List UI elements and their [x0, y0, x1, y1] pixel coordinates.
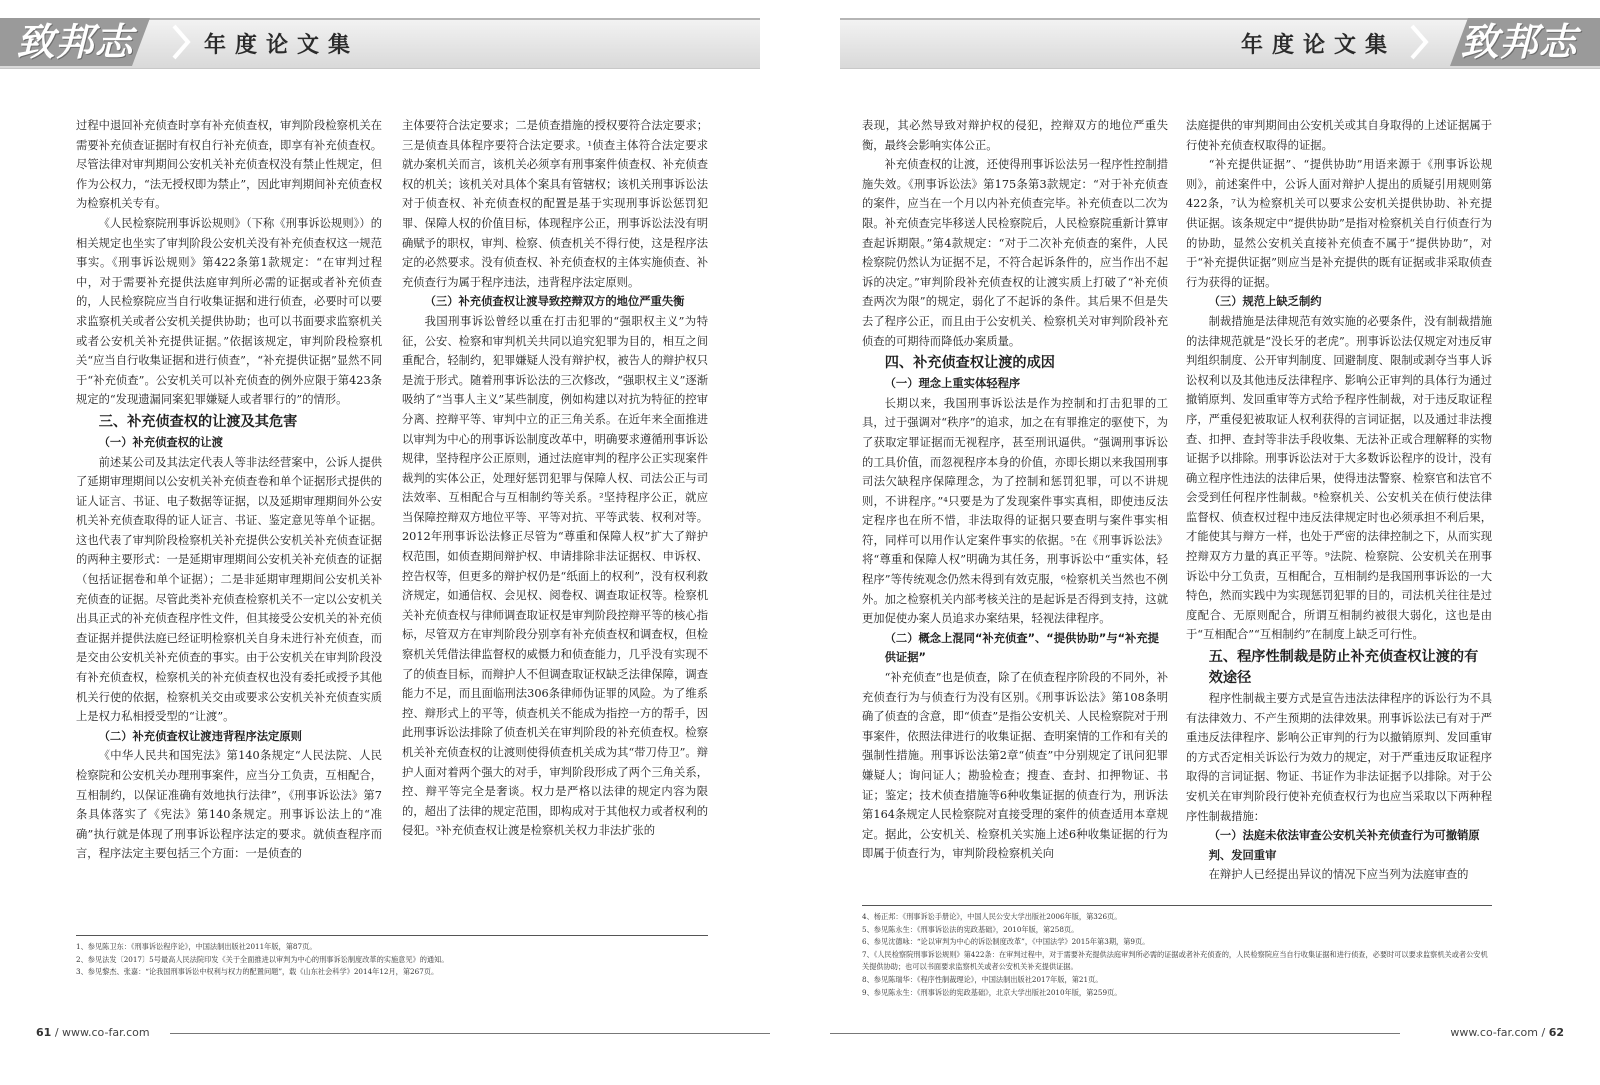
page-number: 61 [36, 1026, 52, 1039]
paragraph: 程序性制裁主要方式是宣告违法法律程序的诉讼行为不具有法律效力、不产生预期的法律效果。刑事诉讼法已有对于严重违反法律程序、影响公正审判的行为以撤销原判、发回重审的方式否定相关诉讼行为效力的规定，对于严重违反取证程序取得的言词证据、物证、书证作为非法证据予以排除。对于公安机关在审判阶段行使补充侦查权行为也应当采取以下两种程序性制裁措施： [1186, 692, 1492, 823]
footnote: 9、参见陈永生：《刑事诉讼的宪政基础》，北京大学出版社2010年版，第259页。 [862, 987, 1122, 997]
paragraph: 法庭提供的审判期间由公安机关或其自身取得的上述证据属于行使补充侦查权取得的证据。 [1186, 119, 1492, 152]
footnote: 4、杨正邦：《刑事诉讼手册论》，中国人民公安大学出版社2006年版，第326页。 [862, 912, 1122, 921]
page-header [800, 18, 1600, 72]
page-footer [36, 1026, 150, 1039]
header-title: 年度论文集 [1240, 33, 1396, 58]
subsection-heading: （二）补充侦查权让渡违背程序法定原则 [98, 729, 302, 743]
subsection-heading: （一）补充侦查权的让渡 [98, 435, 223, 449]
page-number: 62 [1548, 1026, 1564, 1039]
paragraph: 补充侦查权的让渡，还使得刑事诉讼法另一程序性控制措施失效。《刑事诉讼法》第175条第3款规定：“对于补充侦查的案件，应当在一个月以内补充侦查完毕。补充侦查以二次为限。补充侦查完毕移送人民检察院后，人民检察院重新计算审查起诉期限。”第4款规定：“对于二次补充侦查的案件，人民检察院仍然认为证据不足，不符合起诉条件的，应当作出不起诉的决定。”审判阶段补充侦查权的让渡实质上打破了“补充侦查两次为限”的规定，弱化了不起诉的条件。其后果不但是失去了程序公正，而且由于公安机关、检察机关对审判阶段补充侦查的可期待而降低办案质量。 [862, 158, 1168, 348]
journal-logo: 致邦志 [16, 19, 134, 64]
footer-url: www.co-far.com [62, 1026, 150, 1039]
paragraph: 我国刑事诉讼曾经以重在打击犯罪的“强职权主义”为特征，公安、检察和审判机关共同以追究犯罪为目的，相互之间重配合，轻制约，犯罪嫌疑人没有辩护权，被告人的辩护权只是流于形式。随着刑事诉讼法的三次修改，“强职权主义”逐渐吸纳了“当事人主义”某些制度，例如构建以对抗为特征的控审分离、控辩平等、审判中立的正三角关系。在近年来全面推进以审判为中心的刑事诉讼制度改革中，明确要求遵循刑事诉讼规律，坚持程序公正原则，通过法庭审判的程序公正实现案件裁判的实体公正，处理好惩罚犯罪与保障人权、司法公正与司法效率、互相配合与互相制约等关系。²坚持程序公正，就应当保障控辩双方地位平等、平等对抗、平等武装、权利对等。2012年刑事诉讼法修正尽管为“尊重和保障人权”扩大了辩护权范围，如侦查期间辩护权、申请排除非法证据权、申诉权、控告权等，但更多的辩护权仍是“纸面上的权利”，没有权利救济规定，如通信权、会见权、阅卷权、调查取证权等。检察机关补充侦查权与律师调查取证权是审判阶段控辩平等的核心指标，尽管双方在审判阶段分别享有补充侦查权和调查权，但检察机关凭借法律监督权的威慑力和侦查能力，几乎没有实现不了的侦查目标，而辩护人不但调查取证权缺乏法律保障，调查能力不足，而且面临刑法306条律师伪证罪的风险。为了维系控、辩形式上的平等，侦查机关不能成为指控一方的帮手，因此刑事诉讼法排除了侦查机关在审判阶段的补充侦查权。检察机关补充侦查权的让渡则使得侦查机关成为其“带刀侍卫”。辩护人面对着两个强大的对手，审判阶段形成了两个三角关系，控、辩平等完全是奢谈。权力是严格以法律的规定内容为限的，超出了法律的规定范围，即构成对于其他权力或者权利的侵犯。³补充侦查权让渡是检察机关权力非法扩张的 [402, 314, 708, 838]
paragraph: 在辩护人已经提出异议的情况下应当列为法庭审查的 [1208, 868, 1469, 882]
chevron-right-icon [1408, 22, 1430, 62]
section-heading: 五、程序性制裁是防止补充侦查权让渡的有效途径 [1208, 649, 1479, 687]
footer-separator: / [54, 1026, 59, 1039]
section-heading: 三、补充侦查权的让渡及其危害 [98, 413, 298, 430]
header-title: 年度论文集 [204, 33, 360, 58]
section-heading: 四、补充侦查权让渡的成因 [884, 355, 1055, 372]
footnote: 2、参见法发〔2017〕5号最高人民法院印发《关于全面推进以审判为中心的刑事诉讼制度改革的实施意见》的通知。 [76, 954, 449, 964]
text-column-2 [402, 116, 708, 841]
subsection-heading: （三）补充侦查权让渡导致控辩双方的地位严重失衡 [424, 295, 685, 309]
footer-rule [170, 1033, 770, 1034]
footer-rule [830, 1033, 1400, 1034]
footnote: 5、参见陈永生：《刑事诉讼法的宪政基础》，2010年版，第258页。 [862, 924, 1079, 934]
footnote-divider [76, 935, 708, 936]
subsection-heading: （一）理念上重实体轻程序 [884, 377, 1021, 391]
paragraph: 制裁措施是法律规范有效实施的必要条件，没有制裁措施的法律规范就是“没长牙的老虎”。刑事诉讼法仅规定对违反审判组织制度、公开审判制度、回避制度、限制或剥夺当事人诉讼权利以及其他违反法律程序、影响公正审判的具体行为通过撤销原判、发回重审等方式给予程序性制裁，对于违反取证程序，严重侵犯被取证人权利获得的言词证据，以及通过非法搜查、扣押、查封等非法手段收集、无法补正或合理解释的实物证据予以排除。刑事诉讼法对于大多数诉讼程序的设计，没有确立程序性违法的法律后果，使得违法警察、检察官和法官不会受到任何程序性制裁。⁸检察机关、公安机关在侦行使法律监督权、侦查权过程中违反法律规定时也必须承担不利后果，才能使其与辩方一样，也处于严密的法律控制之下，从而实现控辩双方力量的真正平等。⁹法院、检察院、公安机关在刑事诉讼中分工负责，互相配合，互相制约是我国刑事诉讼的一大特色，然而实践中为实现惩罚犯罪的目的，司法机关往往是过度配合、无原则配合，所谓互相制约被很大弱化，这也是由于“互相配合”“互相制约”在制度上缺乏可行性。 [1186, 314, 1492, 642]
subsection-heading: （三）规范上缺乏制约 [1208, 295, 1322, 309]
subsection-heading: （二）概念上混同“补充侦查”、“提供协助”与“补充提供证据” [884, 631, 1159, 665]
chevron-right-icon [170, 22, 192, 62]
text-column-1 [862, 116, 1168, 864]
subsection-heading: （一）法庭未依法审查公安机关补充侦查行为可撤销原判、发回重审 [1208, 829, 1480, 862]
footnotes [862, 911, 1492, 999]
paragraph: 《人民检察院刑事诉讼规则》（下称《刑事诉讼规则》）的相关规定也坐实了审判阶段公安机关没有补充侦查权这一规范事实。《刑事诉讼规则》第422条第1款规定：“在审判过程中，对于需要补充提供法庭审判所必需的证据或者补充侦查的，人民检察院应当自行收集证据和进行侦查，必要时可以要求监察机关或者公安机关提供协助；也可以书面要求监察机关或者公安机关补充提供证据。”依据该规定，审判阶段检察机关“应当自行收集证据和进行侦查”，“补充提供证据”显然不同于“补充侦查”。公安机关可以补充侦查的例外应限于第423条规定的“发现遗漏同案犯罪嫌疑人或者罪行的”的情形。 [76, 216, 382, 407]
paragraph: 前述某公司及其法定代表人等非法经营案中，公诉人提供了延期审理期间以公安机关补充侦查卷和单个证据形式提供的证人证言、书证、电子数据等证据，以及延期审理期间外公安机关补充侦查取得的证人证言、书证、鉴定意见等单个证据。这也代表了审判阶段检察机关补充提供公安机关补充侦查证据的两种主要形式：一是延期审理期间公安机关补充侦查的证据（包括证据卷和单个证据）；二是非延期审理期间公安机关补充侦查的证据。尽管此类补充侦查检察机关不一定以公安机关出具正式的补充侦查程序性文件，但其接受公安机关的补充侦查证据并提供法庭已经证明检察机关自身未进行补充侦查，而是交由公安机关补充侦查的事实。由于公安机关在审判阶段没有补充侦查权，检察机关的补充侦查权也没有委托或授予其他机关行使的依据，检察机关交由或要求公安机关补充侦查实质上是权力私相授受型的“让渡”。 [76, 455, 382, 724]
paragraph: 表现，其必然导致对辩护权的侵犯，控辩双方的地位严重失衡，最终会影响实体公正。 [862, 119, 1168, 152]
paragraph: “补充提供证据”、“提供协助”用语来源于《刑事诉讼规则》，前述案件中，公诉人面对辩护人提出的质疑引用规则第422条，⁷认为检察机关可以要求公安机关提供协助、补充提供证据。该条规定中“提供协助”是指对检察机关自行侦查行为的协助，显然公安机关直接补充侦查不属于“提供协助”，对于“补充提供证据”则应当是补充提供的既有证据或非采取侦查行为获得的证据。 [1186, 158, 1492, 289]
paragraph: 《中华人民共和国宪法》第140条规定“人民法院、人民检察院和公安机关办理刑事案件，应当分工负责，互相配合，互相制约，以保证准确有效地执行法律”，《刑事诉讼法》第7条具体落实了《宪法》第140条规定。刑事诉讼法上的“准确”执行就是体现了刑事诉讼程序法定的要求。就侦查程序而言，程序法定主要包括三个方面：一是侦查的 [76, 749, 382, 861]
paragraph: “补充侦查”也是侦查，除了在侦查程序阶段的不同外，补充侦查行为与侦查行为没有区别。《刑事诉讼法》第108条明确了侦查的含意，即“侦查”是指公安机关、人民检察院对于刑事案件，依照法律进行的收集证据、查明案情的工作和有关的强制性措施。刑事诉讼法第2章“侦查”中分别规定了讯问犯罪嫌疑人；询问证人；勘验检查；搜查、查封、扣押物证、书证；鉴定；技术侦查措施等6种收集证据的侦查行为，刑诉法第164条规定人民检察院对直接受理的案件的侦查适用本章规定。据此，公安机关、检察机关实施上述6种收集证据的行为即属于侦查行为，审判阶段检察机关向 [862, 671, 1168, 861]
footnote: 7、《人民检察院刑事诉讼规则》第422条：在审判过程中，对于需要补充提供法庭审判所必需的证据或者补充侦查的，人民检察院应当自行收集证据和进行侦查，必要时可以要求监察机关或者公安机关提供协助；也可以书面要求监察机关或者公安机关补充提供证据。 [862, 949, 1488, 972]
footnotes [76, 941, 708, 979]
footnote-divider [862, 905, 1492, 906]
footer-separator: / [1541, 1026, 1546, 1039]
footnote: 3、参见黎杰、张嘉：“论我国刑事诉讼中权利与权力的配置问题”，载《山东社会科学》2014年12月，第267页。 [76, 967, 439, 977]
paragraph: 过程中退回补充侦查时享有补充侦查权，审判阶段检察机关在需要补充侦查证据时有权自行补充侦查，即享有补充侦查权。尽管法律对审判期间公安机关补充侦查权没有禁止性规定，但作为公权力，“法无授权即为禁止”，因此审判期间补充侦查权为检察机关专有。 [76, 119, 382, 211]
text-column-2 [1186, 116, 1492, 885]
right-page [800, 0, 1600, 1085]
page-footer [1450, 1026, 1564, 1039]
footnote: 6、参见沈德咏：“论以审判为中心的诉讼制度改革”，《中国法学》2015年第3期，第9页。 [862, 937, 1150, 947]
footnote: 1、参见陈卫东：《刑事诉讼程序论》，中国法制出版社2011年版，第87页。 [76, 942, 317, 951]
text-column-1 [76, 116, 382, 864]
journal-logo: 致邦志 [1460, 19, 1578, 64]
footer-url: www.co-far.com [1450, 1026, 1538, 1039]
page-header [0, 18, 800, 72]
paragraph: 长期以来，我国刑事诉讼法是作为控制和打击犯罪的工具，过于强调对“秩序”的追求，加之在有罪推定的驱使下，为了获取定罪证据而无视程序，甚至刑讯逼供。“强调刑事诉讼的工具价值，而忽视程序本身的价值，亦即长期以来我国刑事司法欠缺程序保障理念，为了控制和惩罚犯罪，可以不讲规则，不讲程序。”⁴只要是为了发现案件事实真相，即使违反法定程序也在所不惜，非法取得的证据只要查明与案件事实相符，同样可以用作认定案件事实的依据。⁵在《刑事诉讼法》将“尊重和保障人权”明确为其任务，刑事诉讼中“重实体，轻程序”等传统观念仍然未得到有效克服，⁶检察机关当然也不例外。加之检察机关内部考核关注的是起诉是否得到支持，这就更加促使办案人员追求办案结果，轻视法律程序。 [862, 396, 1168, 626]
paragraph: 主体要符合法定要求；二是侦查措施的授权要符合法定要求；三是侦查具体程序要符合法定要求。¹侦查主体符合法定要求就办案机关而言，该机关必须享有刑事案件侦查权、补充侦查权的机关；该机关对具体个案具有管辖权；该机关刑事诉讼法对于侦查权、补充侦查权的配置是基于实现刑事诉讼惩罚犯罪、保障人权的价值目标，体现程序公正，刑事诉讼法没有明确赋予的职权，审判、检察、侦查机关不得行使，这是程序法定的必然要求。没有侦查权、补充侦查权的主体实施侦查、补充侦查行为属于程序违法，违背程序法定原则。 [402, 119, 708, 289]
footnote: 8、参见陈瑞华：《程序性制裁理论》，中国法制出版社2017年版，第21页。 [862, 974, 1103, 984]
